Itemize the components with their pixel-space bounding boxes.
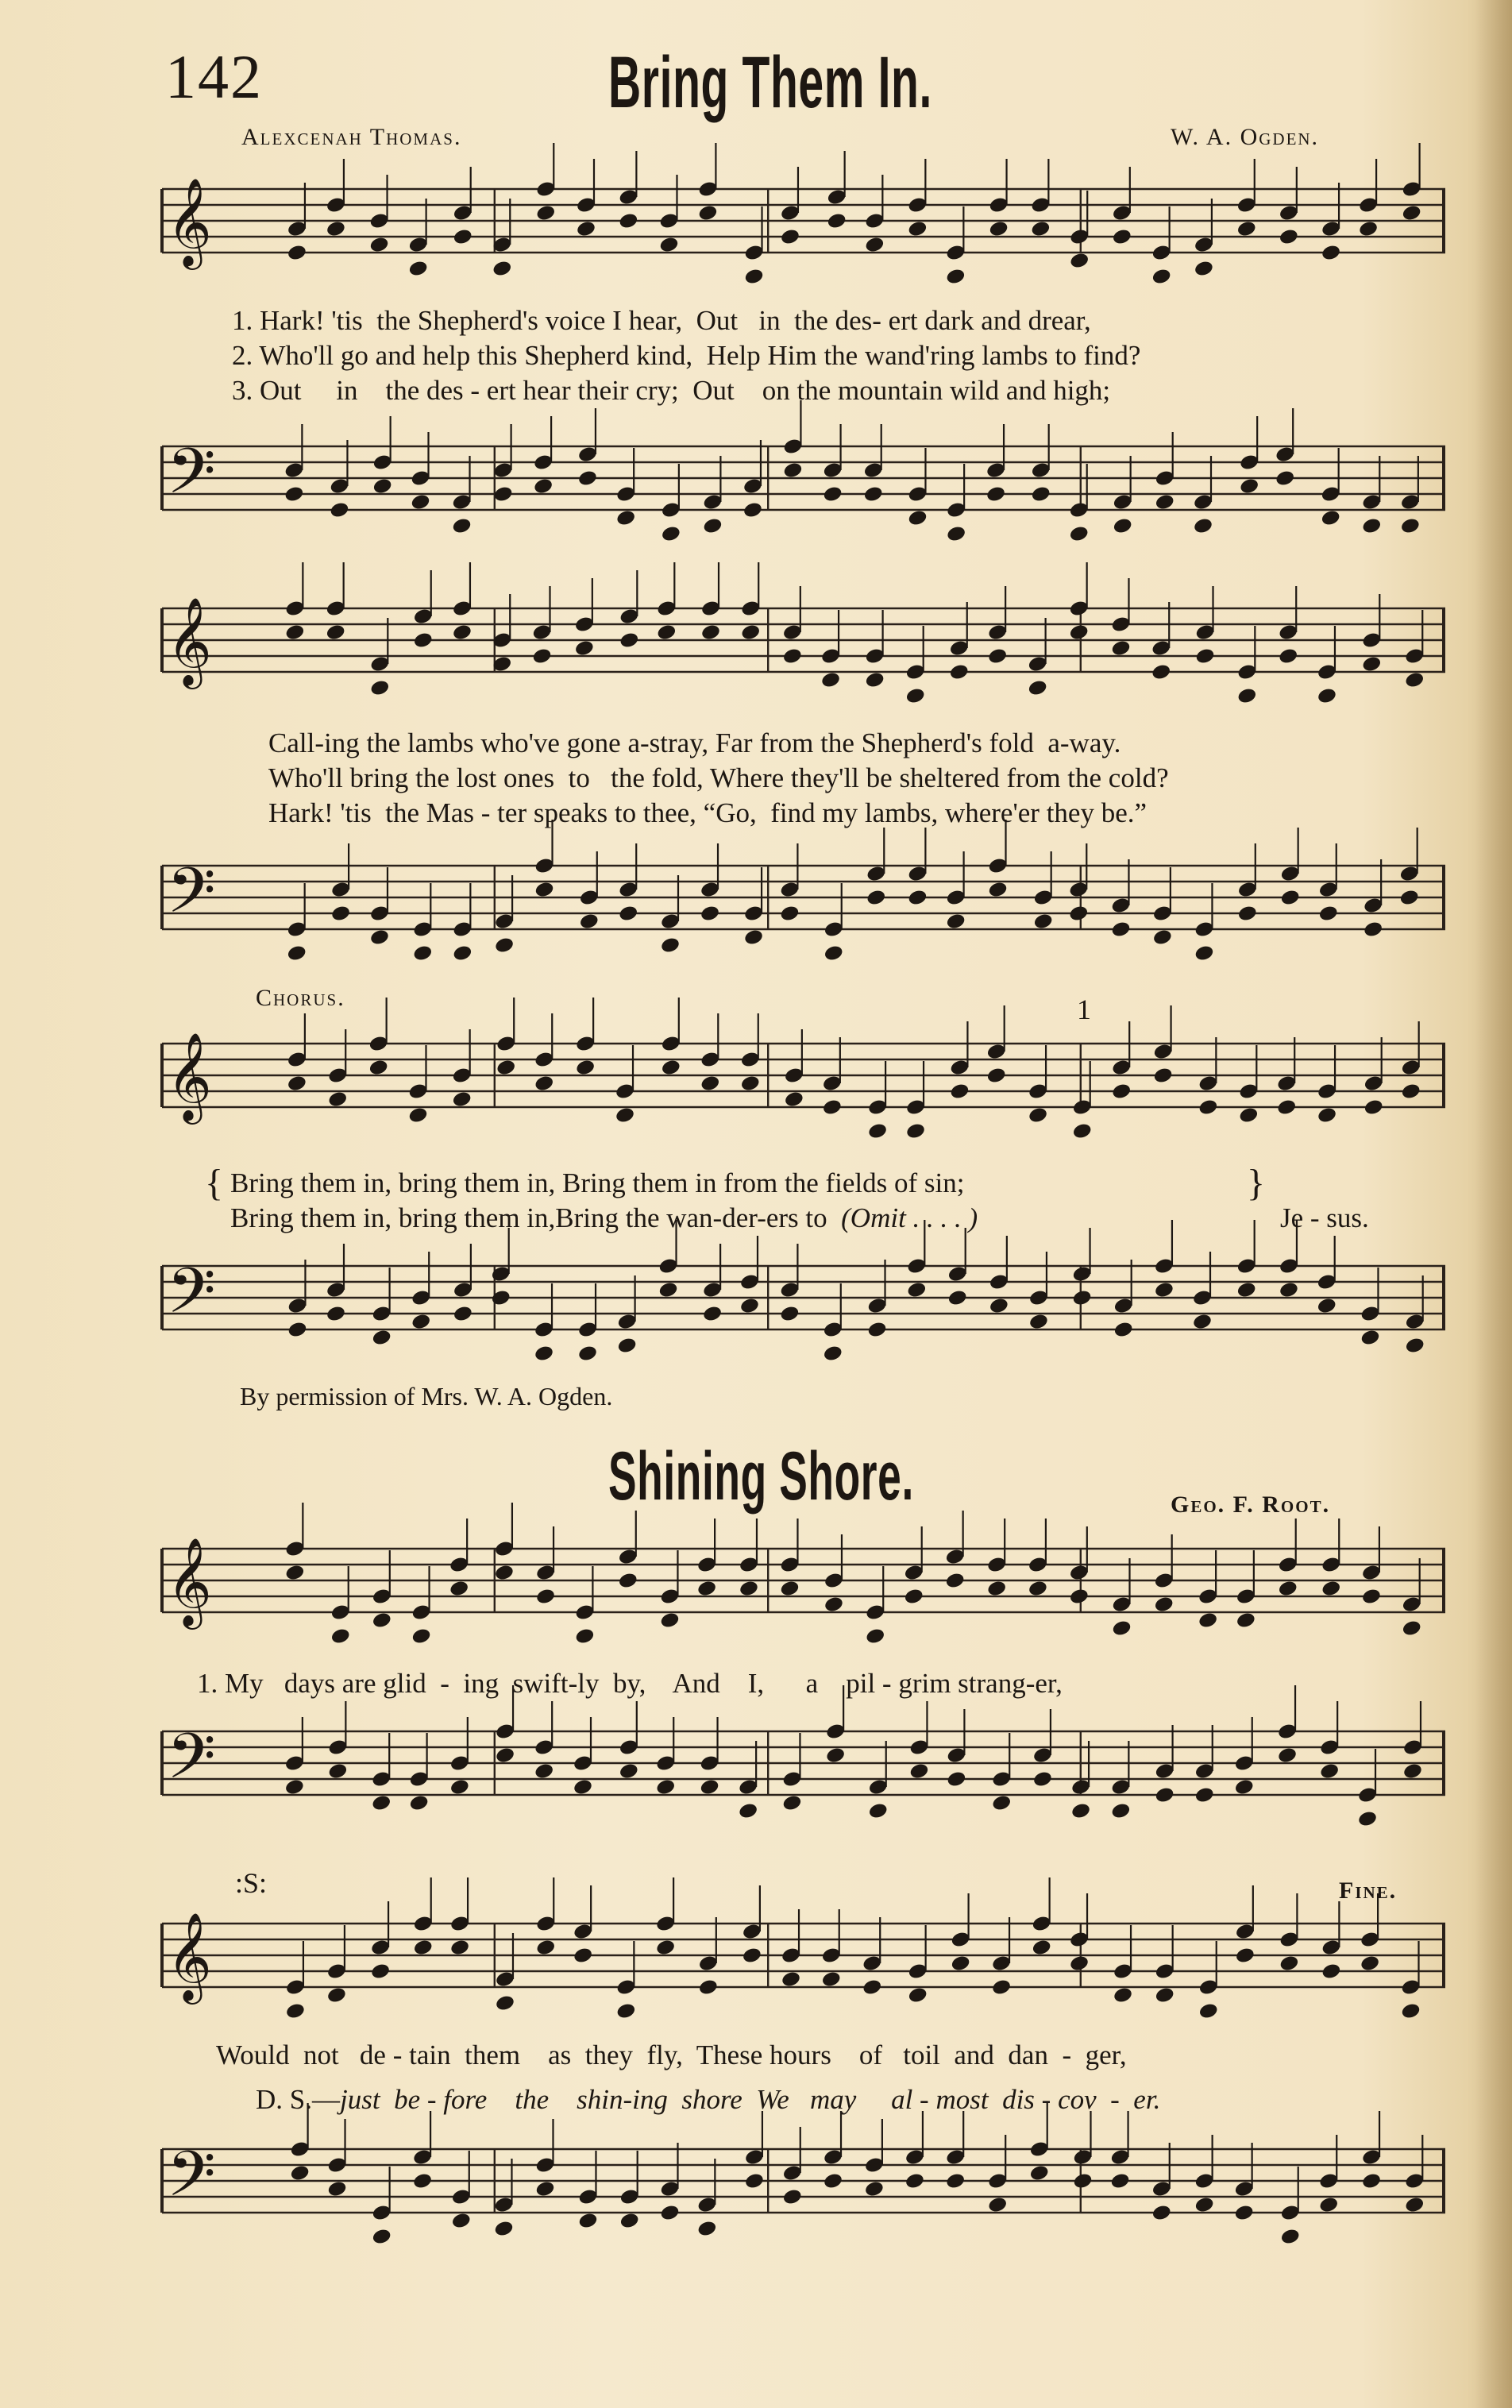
svg-text:𝄢: 𝄢 [167, 1254, 216, 1343]
svg-text:𝄢: 𝄢 [167, 434, 216, 523]
treble-staff-chorus [143, 1025, 1445, 1152]
chorus-ending-word: Je - sus. [1280, 1202, 1369, 1233]
svg-text:𝄞: 𝄞 [167, 177, 212, 266]
svg-text:𝄞: 𝄞 [167, 1912, 212, 2001]
svg-text:𝄢: 𝄢 [167, 1719, 216, 1808]
verse-line-1a: 1. Hark! 'tis the Shepherd's voice I hear, Out in the des- ert dark and drear, [232, 305, 1091, 336]
bass-staff-4 [143, 2125, 1445, 2284]
svg-text:𝄢: 𝄢 [167, 854, 216, 943]
first-ending-mark: 1 [1077, 994, 1091, 1025]
permission-note: By permission of Mrs. W. A. Ogden. [240, 1382, 613, 1410]
treble-staff-3 [143, 1525, 1445, 1652]
verse-line-3b: Hark! 'tis the Mas - ter speaks to thee, “Go, find my lambs, where'er they be.” [268, 797, 1148, 828]
chorus-line-2-text: Bring them in, bring them in,Bring the wan-der-ers to [230, 1202, 827, 1233]
hymn2-verse-line-2: Would not de - tain them as they fly, These hours of toil and dan - ger, [216, 2039, 1127, 2070]
hymn1-title: Bring Them In. [608, 42, 932, 123]
ds-text: just be - fore the shin-ing shore We may al - most dis - cov - er. [340, 2084, 1161, 2115]
chorus-line-2 [230, 1202, 978, 1234]
bass-staff-1 [143, 427, 1445, 578]
chorus-brace-left: { [205, 1162, 224, 1204]
chorus-line-1: Bring them in, bring them in, Bring them in from the fields of sin; [230, 1167, 965, 1198]
page-number: 142 [165, 42, 263, 111]
verse-line-1b: Call-ing the lambs who've gone a-stray, Far from the Shepherd's fold a-way. [268, 727, 1121, 758]
segno-mark: :S: [235, 1867, 268, 1899]
treble-staff-2 [143, 588, 1445, 707]
bass-staff-3 [143, 1708, 1445, 1850]
hymn2-verse-line-1: 1. My days are glid - ing swift-ly by, And I, a pil - grim strang-er, [197, 1668, 1063, 1699]
treble-staff-1 [143, 173, 1445, 292]
hymn2-composer: Geo. F. Root. [1171, 1491, 1331, 1518]
ds-label: D. S.— [256, 2084, 340, 2115]
bass-staff-chorus [143, 1247, 1445, 1398]
chorus-brace-right: } [1247, 1162, 1266, 1204]
chorus-label: Chorus. [256, 985, 345, 1011]
treble-staff-4 [143, 1900, 1445, 2035]
hymn2-ds-line [256, 2084, 1160, 2116]
chorus-omit: (Omit . . . . ) [841, 1202, 978, 1233]
verse-line-2b: Who'll bring the lost ones to the fold, Where they'll be sheltered from the cold? [268, 762, 1169, 793]
bass-staff-2 [143, 848, 1445, 991]
page-edge-shadow [1475, 0, 1512, 2408]
fine-mark: Fine. [1339, 1877, 1398, 1904]
verse-line-2a: 2. Who'll go and help this Shepherd kind, Help Him the wand'ring lambs to find? [232, 340, 1141, 371]
svg-text:𝄞: 𝄞 [167, 1537, 212, 1626]
hymn1-lyricist: Alexcenah Thomas. [241, 124, 462, 150]
svg-text:𝄢: 𝄢 [167, 2137, 216, 2226]
svg-text:𝄞: 𝄞 [167, 1032, 212, 1121]
hymn1-composer: W. A. Ogden. [1171, 124, 1320, 150]
hymn2-title: Shining Shore. [608, 1438, 914, 1515]
verse-line-3a: 3. Out in the des - ert hear their cry; Out on the mountain wild and high; [232, 375, 1111, 406]
svg-text:𝄞: 𝄞 [167, 596, 212, 685]
